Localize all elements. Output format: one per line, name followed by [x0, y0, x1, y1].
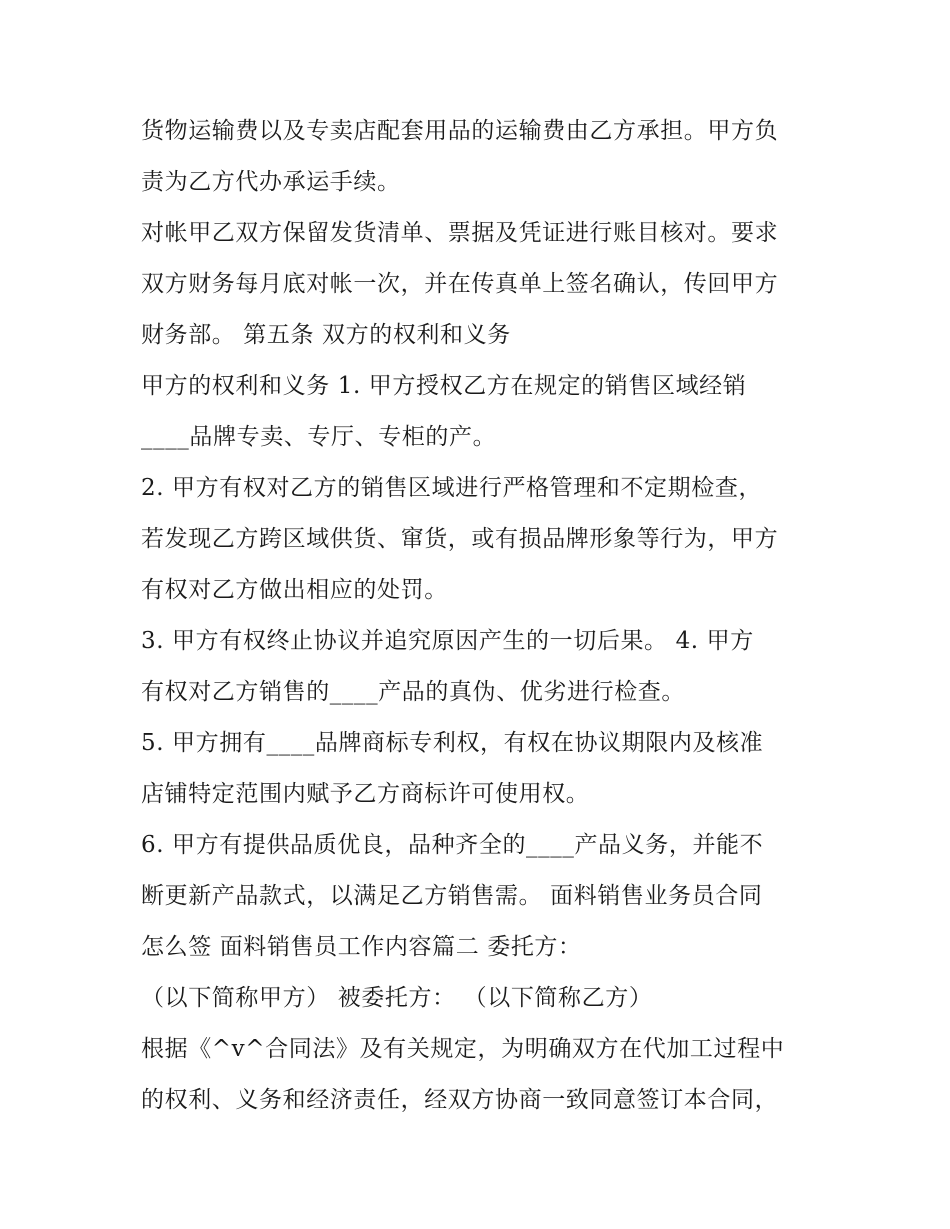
document-body — [141, 106, 831, 1126]
text-line: 有权对乙方做出相应的处罚。 — [141, 577, 448, 603]
text-line: 对帐甲乙双方保留发货清单、票据及凭证进行账目核对。要求 — [141, 220, 779, 246]
text-line: 3. 甲方有权终止协议并追究原因产生的一切后果。 4. 甲方 — [141, 628, 754, 654]
text-line: 6. 甲方有提供品质优良，品种齐全的____产品义务，并能不 — [141, 832, 764, 858]
text-line: （以下简称甲方） 被委托方： （以下简称乙方） — [141, 985, 653, 1011]
text-line: 甲方的权利和义务 1. 甲方授权乙方在规定的销售区域经销 — [141, 373, 747, 399]
text-line: 双方财务每月底对帐一次，并在传真单上签名确认，传回甲方 — [141, 271, 779, 297]
text-line: 怎么签 面料销售员工作内容篇二 委托方： — [141, 934, 582, 960]
text-line: 财务部。 第五条 双方的权利和义务 — [141, 322, 511, 348]
text-line: 的权利、义务和经济责任，经双方协商一致同意签订本合同， — [141, 1087, 779, 1113]
text-line: 责为乙方代办承运手续。 — [141, 169, 401, 195]
text-line: 2. 甲方有权对乙方的销售区域进行严格管理和不定期检查， — [141, 475, 763, 501]
text-line: 货物运输费以及专卖店配套用品的运输费由乙方承担。甲方负 — [141, 118, 779, 144]
text-line: ____品牌专卖、专厅、专柜的产。 — [141, 424, 497, 450]
text-line: 若发现乙方跨区域供货、窜货，或有损品牌形象等行为，甲方 — [141, 526, 779, 552]
text-line: 断更新产品款式，以满足乙方销售需。 面料销售业务员合同 — [141, 883, 763, 909]
text-line: 根据《^v^合同法》及有关规定，为明确双方在代加工过程中 — [141, 1036, 785, 1062]
text-line: 店铺特定范围内赋予乙方商标许可使用权。 — [141, 781, 590, 807]
text-line: 5. 甲方拥有____品牌商标专利权，有权在协议期限内及核准 — [141, 730, 764, 756]
text-line: 有权对乙方销售的____产品的真伪、优劣进行检查。 — [141, 679, 685, 705]
